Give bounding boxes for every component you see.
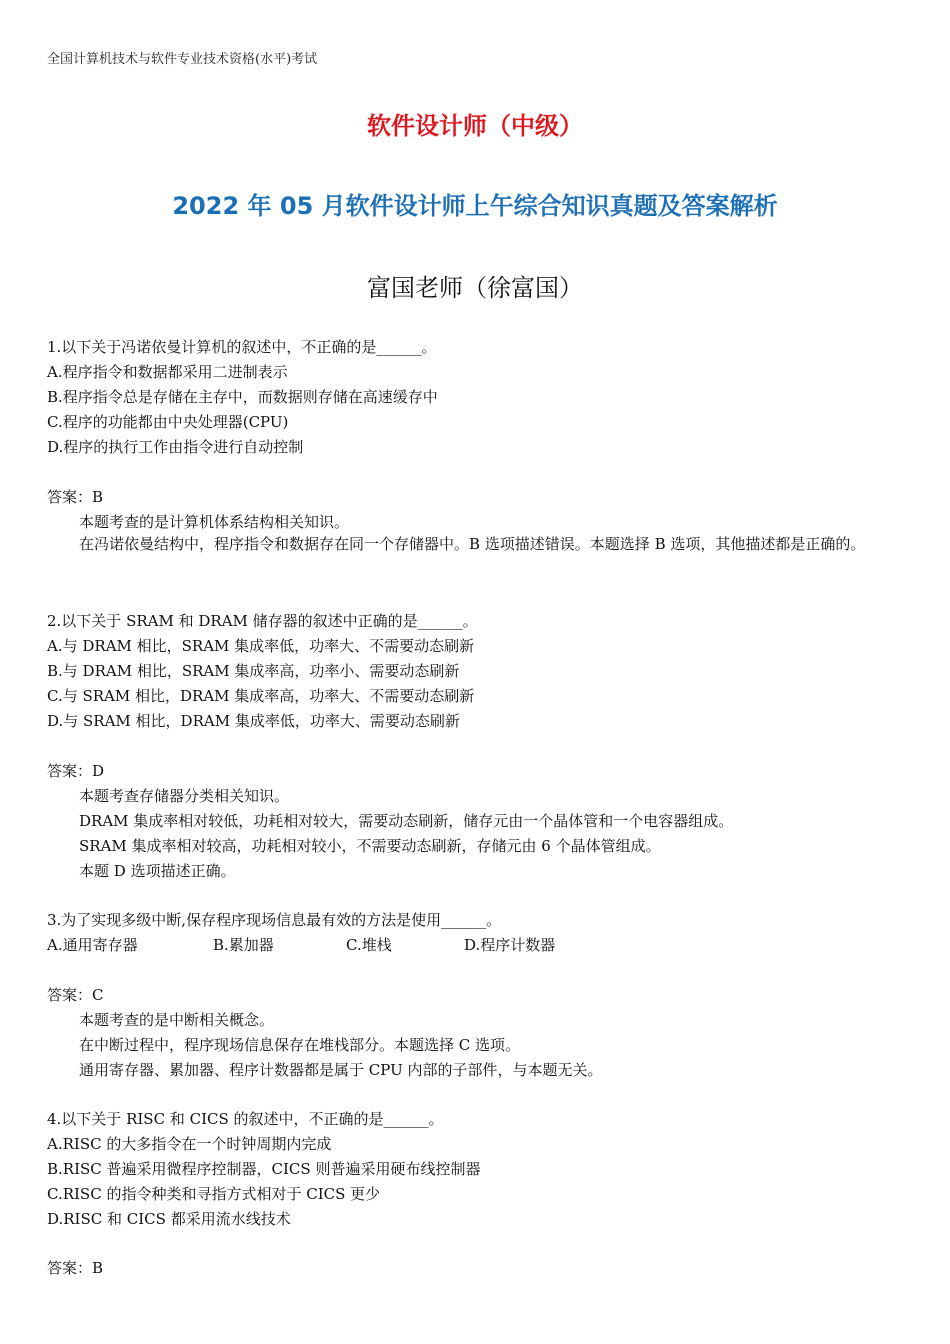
question-2-explanation-3: SRAM 集成率相对较高，功耗相对较小，不需要动态刷新，存储元由 6 个晶体管组成。 (79, 837, 661, 855)
question-1-option-b: B.程序指令总是存储在主存中，而数据则存储在高速缓存中 (47, 388, 438, 406)
question-4-option-b: B.RISC 普遍采用微程序控制器，CICS 则普遍采用硬布线控制器 (47, 1160, 481, 1178)
question-4-option-d: D.RISC 和 CICS 都采用流水线技术 (47, 1210, 291, 1228)
question-3-answer: 答案：C (47, 986, 104, 1004)
question-2-stem: 2.以下关于 SRAM 和 DRAM 储存器的叙述中正确的是______。 (47, 612, 478, 630)
question-1-answer: 答案：B (47, 488, 104, 506)
level-title: 软件设计师（中级） (367, 112, 583, 140)
question-4-option-c: C.RISC 的指令种类和寻指方式相对于 CICS 更少 (47, 1185, 381, 1203)
question-2-option-d: D.与 SRAM 相比，DRAM 集成率低，功率大、需要动态刷新 (47, 712, 460, 730)
question-4-option-a: A.RISC 的大多指令在一个时钟周期内完成 (47, 1135, 332, 1153)
question-1-stem: 1.以下关于冯诺依曼计算机的叙述中，不正确的是______。 (47, 338, 437, 356)
question-3-explanation-1: 本题考查的是中断相关概念。 (79, 1011, 275, 1029)
question-3-option-c: C.堆栈 (346, 936, 392, 954)
question-3-option-b: B.累加器 (213, 936, 274, 954)
question-2-answer: 答案：D (47, 762, 105, 780)
question-2-option-b: B.与 DRAM 相比，SRAM 集成率高，功率小、需要动态刷新 (47, 662, 460, 680)
exam-name: 全国计算机技术与软件专业技术资格(水平)考试 (47, 52, 318, 67)
question-1-option-a: A.程序指令和数据都采用二进制表示 (47, 363, 288, 381)
question-2-option-a: A.与 DRAM 相比，SRAM 集成率低，功率大、不需要动态刷新 (47, 637, 475, 655)
question-1-explanation-2: 在冯诺依曼结构中，程序指令和数据存在同一个存储器中。B 选项描述错误。本题选择 B 选项，其他描述都是正确的。 (79, 535, 866, 553)
question-3-explanation-3: 通用寄存器、累加器、程序计数器都是属于 CPU 内部的子部件，与本题无关。 (79, 1061, 603, 1079)
question-3-option-a: A.通用寄存器 (47, 936, 138, 954)
question-3-explanation-2: 在中断过程中，程序现场信息保存在堆栈部分。本题选择 C 选项。 (79, 1036, 521, 1054)
question-2-explanation-2: DRAM 集成率相对较低，功耗相对较大，需要动态刷新，储存元由一个晶体管和一个电容器组成。 (79, 812, 734, 830)
question-2-option-c: C.与 SRAM 相比，DRAM 集成率高，功率大、不需要动态刷新 (47, 687, 475, 705)
question-1-explanation-1: 本题考查的是计算机体系结构相关知识。 (79, 513, 350, 531)
question-3-option-d: D.程序计数器 (464, 936, 556, 954)
question-3-stem: 3.为了实现多级中断,保存程序现场信息最有效的方法是使用______。 (47, 911, 502, 929)
question-4-stem: 4.以下关于 RISC 和 CICS 的叙述中，不正确的是______。 (47, 1110, 444, 1128)
question-2-explanation-1: 本题考查存储器分类相关知识。 (79, 787, 290, 805)
author: 富国老师（徐富国） (367, 274, 583, 302)
question-4-answer: 答案：B (47, 1259, 104, 1277)
question-1-option-d: D.程序的执行工作由指令进行自动控制 (47, 438, 304, 456)
question-1-option-c: C.程序的功能都由中央处理器(CPU) (47, 413, 289, 431)
doc-title: 2022 年 05 月软件设计师上午综合知识真题及答案解析 (172, 192, 778, 220)
question-2-explanation-4: 本题 D 选项描述正确。 (79, 862, 236, 880)
